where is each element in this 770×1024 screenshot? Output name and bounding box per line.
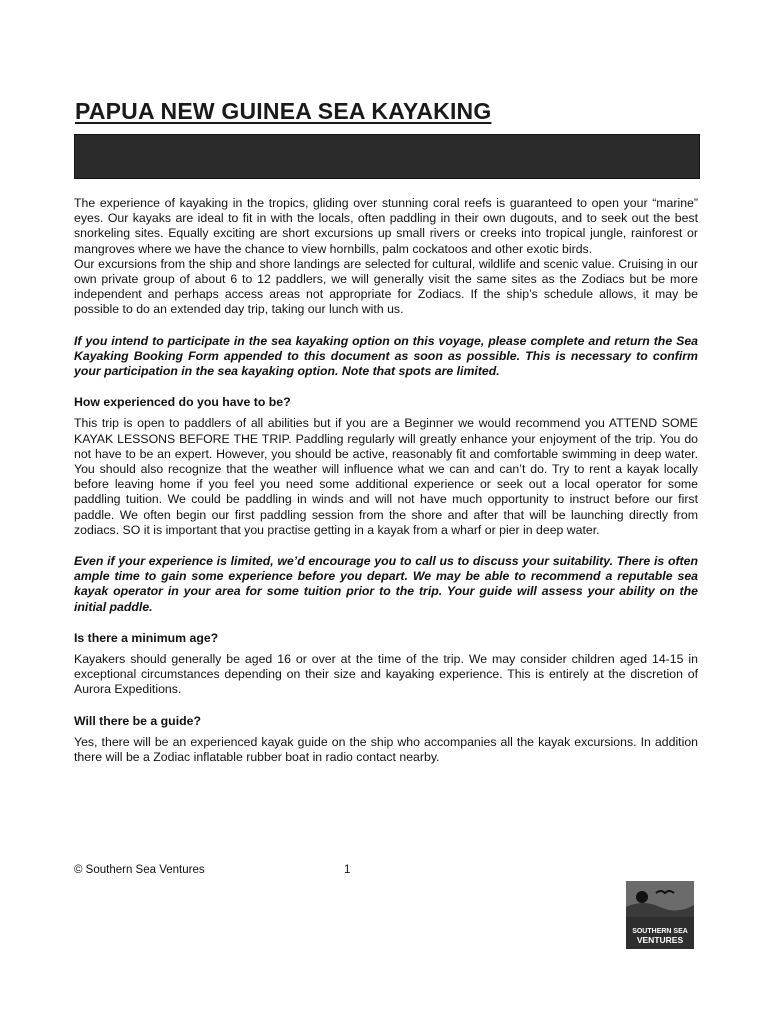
- southern-sea-ventures-logo: [626, 881, 694, 949]
- guide-paragraph: Yes, there will be an experienced kayak guide on the ship who accompanies all the kayak excursions. In addition there will be a Zodiac inflatable rubber boat in radio contact nearby.: [74, 734, 698, 765]
- experience-paragraph: This trip is open to paddlers of all abilities but if you are a Beginner we would recommend you ATTEND SOME KAYAK LESSONS BEFORE THE TRIP. Paddling regularly will greatly enhance your enjoyment of the trip. You do not have to be an expert. However, you should be active, reasonably fit and comfortable swimming in deep water. You should also recognize that the weather will influence what we can and can’t do. Try to rent a kayak locally before leaving home if you feel you need some additional experience or seek out a local operator for some paddling tuition. We could be paddling in winds and will not have much opportunity to instruct before our first paddle. We often begin our first paddling session from the shore and after that will be launching directly from zodiacs. SO it is important that you practise getting in a kayak from a wharf or pier in deep water.: [74, 416, 698, 537]
- dark-banner: [74, 134, 700, 179]
- heading-guide: Will there be a guide?: [74, 713, 201, 728]
- document-body: [74, 196, 698, 765]
- svg-text:VENTURES: VENTURES: [636, 935, 684, 945]
- experience-notice: Even if your experience is limited, we’d encourage you to call us to discuss your suitability. There is often ample time to gain some experience before you depart. We may be able to recommend a reputable sea kayak operator in your area for some tuition prior to the trip. Your guide will assess your ability on the initial paddle.: [74, 554, 698, 614]
- excursions-paragraph: Our excursions from the ship and shore landings are selected for cultural, wildlife and scenic value. Cruising in our own private group of about 6 to 12 paddlers, we will generally visit the same sites as the Zodiacs but be more independent and perhaps access areas not appropriate for Zodiacs. If the ship’s schedule allows, it may be possible to do an extended day trip, taking our lunch with us.: [74, 256, 698, 317]
- svg-text:SOUTHERN SEA: SOUTHERN SEA: [632, 928, 688, 935]
- document-title: PAPUA NEW GUINEA SEA KAYAKING: [75, 98, 492, 124]
- page-number: 1: [344, 864, 351, 876]
- footer-copyright: © Southern Sea Ventures: [74, 864, 205, 876]
- heading-experience: How experienced do you have to be?: [74, 395, 291, 410]
- booking-notice: If you intend to participate in the sea kayaking option on this voyage, please complete and return the Sea Kayaking Booking Form appended to this document as soon as possible. This is necessary to confirm your participation in the sea kayaking option. Note that spots are limited.: [74, 333, 698, 379]
- heading-minimum-age: Is there a minimum age?: [74, 630, 219, 645]
- minimum-age-paragraph: Kayakers should generally be aged 16 or over at the time of the trip. We may consider children aged 14-15 in exceptional circumstances depending on their size and kayaking experience. This is entirely at the discretion of Aurora Expeditions.: [74, 652, 698, 697]
- intro-paragraph: The experience of kayaking in the tropics, gliding over stunning coral reefs is guaranteed to open your “marine” eyes. Our kayaks are ideal to fit in with the locals, often paddling in their own dugouts, and to seek out the best snorkeling sites. Equally exciting are short excursions up small rivers or creeks into tropical jungle, rainforest or mangroves where we have the chance to view hornbills, palm cockatoos and other exotic birds.: [74, 196, 698, 256]
